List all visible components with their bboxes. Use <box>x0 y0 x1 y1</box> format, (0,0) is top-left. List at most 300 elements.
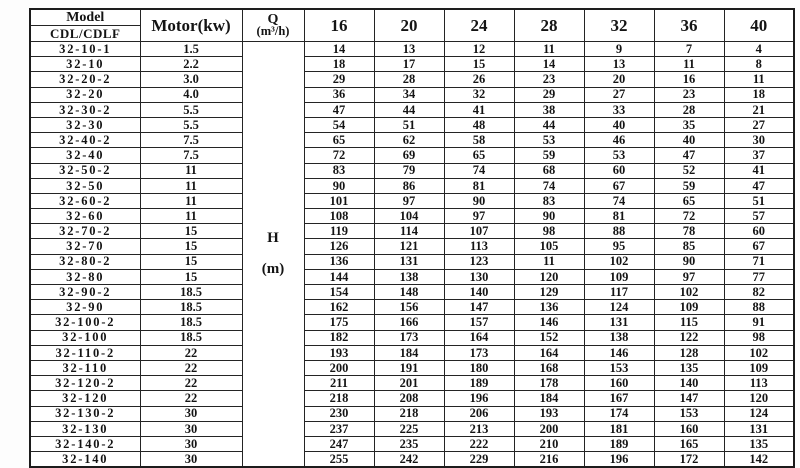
head-value-cell: 88 <box>724 300 794 315</box>
head-value-cell: 54 <box>304 117 374 132</box>
head-value-cell: 196 <box>584 452 654 468</box>
head-value-cell: 12 <box>444 42 514 57</box>
model-cell: 32-90 <box>30 300 140 315</box>
head-value-cell: 164 <box>514 345 584 360</box>
motor-power-cell: 15 <box>140 269 242 284</box>
head-symbol-label: H <box>267 230 279 247</box>
header-row <box>30 9 794 42</box>
head-value-cell: 82 <box>724 285 794 300</box>
head-value-cell: 140 <box>654 376 724 391</box>
head-value-cell: 108 <box>304 209 374 224</box>
head-value-cell: 235 <box>374 436 444 451</box>
head-value-cell: 181 <box>584 421 654 436</box>
flow-header-36: 36 <box>654 9 724 42</box>
head-value-cell: 180 <box>444 360 514 375</box>
head-value-cell: 131 <box>724 421 794 436</box>
model-column-header <box>30 9 140 42</box>
head-value-cell: 174 <box>584 406 654 421</box>
head-value-cell: 164 <box>444 330 514 345</box>
head-value-cell: 193 <box>514 406 584 421</box>
head-value-cell: 247 <box>304 436 374 451</box>
head-value-cell: 138 <box>374 269 444 284</box>
table-row <box>30 269 794 284</box>
head-value-cell: 173 <box>374 330 444 345</box>
motor-power-cell: 7.5 <box>140 148 242 163</box>
head-value-cell: 102 <box>654 285 724 300</box>
motor-power-cell: 15 <box>140 224 242 239</box>
head-value-cell: 29 <box>304 72 374 87</box>
table-row <box>30 193 794 208</box>
motor-power-cell: 22 <box>140 376 242 391</box>
table-header <box>30 9 794 42</box>
motor-power-cell: 30 <box>140 421 242 436</box>
head-value-cell: 121 <box>374 239 444 254</box>
head-unit-label: (m) <box>261 261 285 278</box>
motor-power-cell: 11 <box>140 193 242 208</box>
head-value-cell: 97 <box>374 193 444 208</box>
flow-header-24: 24 <box>444 9 514 42</box>
flow-unit-header <box>242 9 304 42</box>
head-value-cell: 166 <box>374 315 444 330</box>
head-value-cell: 28 <box>374 72 444 87</box>
table-row <box>30 436 794 451</box>
model-cell: 32-10 <box>30 57 140 72</box>
head-value-cell: 40 <box>654 133 724 148</box>
head-value-cell: 18 <box>304 57 374 72</box>
table-row <box>30 254 794 269</box>
head-value-cell: 97 <box>444 209 514 224</box>
head-value-cell: 230 <box>304 406 374 421</box>
model-cell: 32-100-2 <box>30 315 140 330</box>
head-value-cell: 67 <box>584 178 654 193</box>
head-value-cell: 90 <box>444 193 514 208</box>
head-value-cell: 81 <box>444 178 514 193</box>
head-value-cell: 38 <box>514 102 584 117</box>
head-value-cell: 27 <box>584 87 654 102</box>
table-row <box>30 315 794 330</box>
model-cell: 32-60 <box>30 209 140 224</box>
head-value-cell: 74 <box>584 193 654 208</box>
head-value-cell: 11 <box>724 72 794 87</box>
model-cell: 32-120-2 <box>30 376 140 391</box>
head-value-cell: 65 <box>304 133 374 148</box>
head-value-cell: 130 <box>444 269 514 284</box>
head-value-cell: 222 <box>444 436 514 451</box>
head-value-cell: 88 <box>584 224 654 239</box>
head-value-cell: 157 <box>444 315 514 330</box>
head-value-cell: 15 <box>444 57 514 72</box>
head-value-cell: 124 <box>724 406 794 421</box>
head-value-cell: 255 <box>304 452 374 468</box>
table-row <box>30 345 794 360</box>
head-value-cell: 152 <box>514 330 584 345</box>
head-value-cell: 225 <box>374 421 444 436</box>
head-value-cell: 126 <box>304 239 374 254</box>
head-value-cell: 30 <box>724 133 794 148</box>
head-value-cell: 135 <box>724 436 794 451</box>
head-value-cell: 34 <box>374 87 444 102</box>
head-value-cell: 153 <box>654 406 724 421</box>
head-value-cell: 91 <box>724 315 794 330</box>
head-value-cell: 41 <box>444 102 514 117</box>
head-value-cell: 122 <box>654 330 724 345</box>
head-value-cell: 189 <box>584 436 654 451</box>
head-value-cell: 154 <box>304 285 374 300</box>
head-value-cell: 120 <box>514 269 584 284</box>
head-value-cell: 168 <box>514 360 584 375</box>
head-value-cell: 59 <box>654 178 724 193</box>
table-body <box>30 42 794 468</box>
head-value-cell: 184 <box>374 345 444 360</box>
head-value-cell: 211 <box>304 376 374 391</box>
table-row <box>30 391 794 406</box>
motor-power-cell: 22 <box>140 391 242 406</box>
head-value-cell: 60 <box>584 163 654 178</box>
model-cell: 32-110 <box>30 360 140 375</box>
head-value-cell: 153 <box>584 360 654 375</box>
motor-power-cell: 4.0 <box>140 87 242 102</box>
head-value-cell: 13 <box>584 57 654 72</box>
head-value-cell: 52 <box>654 163 724 178</box>
motor-power-cell: 1.5 <box>140 42 242 57</box>
head-value-cell: 47 <box>654 148 724 163</box>
head-value-cell: 160 <box>584 376 654 391</box>
head-value-cell: 237 <box>304 421 374 436</box>
head-value-cell: 124 <box>584 300 654 315</box>
head-value-cell: 51 <box>724 193 794 208</box>
motor-power-cell: 18.5 <box>140 330 242 345</box>
head-value-cell: 107 <box>444 224 514 239</box>
head-value-cell: 23 <box>654 87 724 102</box>
head-value-cell: 53 <box>514 133 584 148</box>
motor-power-cell: 5.5 <box>140 117 242 132</box>
head-value-cell: 90 <box>514 209 584 224</box>
head-value-cell: 136 <box>304 254 374 269</box>
head-value-cell: 51 <box>374 117 444 132</box>
head-value-cell: 69 <box>374 148 444 163</box>
head-value-cell: 78 <box>654 224 724 239</box>
table-row <box>30 406 794 421</box>
head-value-cell: 210 <box>514 436 584 451</box>
motor-power-cell: 11 <box>140 163 242 178</box>
motor-power-cell: 30 <box>140 406 242 421</box>
model-cell: 32-110-2 <box>30 345 140 360</box>
model-cell: 32-10-1 <box>30 42 140 57</box>
head-value-cell: 33 <box>584 102 654 117</box>
head-value-cell: 109 <box>724 360 794 375</box>
motor-power-cell: 18.5 <box>140 300 242 315</box>
table-row <box>30 285 794 300</box>
head-value-cell: 37 <box>724 148 794 163</box>
head-value-cell: 156 <box>374 300 444 315</box>
motor-power-cell: 3.0 <box>140 72 242 87</box>
head-value-cell: 11 <box>514 254 584 269</box>
head-value-cell: 191 <box>374 360 444 375</box>
head-value-cell: 83 <box>304 163 374 178</box>
head-value-cell: 148 <box>374 285 444 300</box>
head-value-cell: 131 <box>374 254 444 269</box>
model-cell: 32-50-2 <box>30 163 140 178</box>
pump-performance-table <box>29 8 795 468</box>
head-value-cell: 173 <box>444 345 514 360</box>
head-value-cell: 229 <box>444 452 514 468</box>
head-value-cell: 115 <box>654 315 724 330</box>
head-value-cell: 242 <box>374 452 444 468</box>
motor-power-cell: 30 <box>140 452 242 468</box>
head-value-cell: 53 <box>584 148 654 163</box>
head-value-cell: 26 <box>444 72 514 87</box>
model-cell: 32-20-2 <box>30 72 140 87</box>
model-cell: 32-60-2 <box>30 193 140 208</box>
head-value-cell: 14 <box>514 57 584 72</box>
head-value-cell: 36 <box>304 87 374 102</box>
model-cell: 32-140 <box>30 452 140 468</box>
head-value-cell: 128 <box>654 345 724 360</box>
head-value-cell: 32 <box>444 87 514 102</box>
head-value-cell: 184 <box>514 391 584 406</box>
flow-header-40: 40 <box>724 9 794 42</box>
table-row <box>30 133 794 148</box>
model-cell: 32-80 <box>30 269 140 284</box>
head-value-cell: 138 <box>584 330 654 345</box>
motor-power-cell: 15 <box>140 239 242 254</box>
head-value-cell: 117 <box>584 285 654 300</box>
head-value-cell: 144 <box>304 269 374 284</box>
head-value-cell: 74 <box>514 178 584 193</box>
head-value-cell: 13 <box>374 42 444 57</box>
head-value-cell: 216 <box>514 452 584 468</box>
head-value-cell: 8 <box>724 57 794 72</box>
head-value-cell: 129 <box>514 285 584 300</box>
head-value-cell: 59 <box>514 148 584 163</box>
head-value-cell: 193 <box>304 345 374 360</box>
flow-header-16: 16 <box>304 9 374 42</box>
head-value-cell: 142 <box>724 452 794 468</box>
head-value-cell: 62 <box>374 133 444 148</box>
head-value-cell: 172 <box>654 452 724 468</box>
head-value-cell: 95 <box>584 239 654 254</box>
head-value-cell: 123 <box>444 254 514 269</box>
table-row <box>30 239 794 254</box>
model-cell: 32-30 <box>30 117 140 132</box>
head-value-cell: 67 <box>724 239 794 254</box>
head-value-cell: 20 <box>584 72 654 87</box>
head-value-cell: 40 <box>584 117 654 132</box>
motor-power-cell: 18.5 <box>140 285 242 300</box>
head-value-cell: 167 <box>584 391 654 406</box>
head-value-cell: 14 <box>304 42 374 57</box>
table-row <box>30 42 794 57</box>
head-value-cell: 136 <box>514 300 584 315</box>
model-label: Model <box>31 10 140 26</box>
head-value-cell: 189 <box>444 376 514 391</box>
motor-column-header: Motor(kw) <box>140 9 242 42</box>
table-row <box>30 209 794 224</box>
head-value-cell: 90 <box>304 178 374 193</box>
head-value-cell: 23 <box>514 72 584 87</box>
head-value-cell: 160 <box>654 421 724 436</box>
table-row <box>30 452 794 468</box>
head-value-cell: 105 <box>514 239 584 254</box>
head-value-cell: 48 <box>444 117 514 132</box>
motor-power-cell: 2.2 <box>140 57 242 72</box>
motor-power-cell: 7.5 <box>140 133 242 148</box>
head-value-cell: 65 <box>444 148 514 163</box>
head-value-cell: 200 <box>514 421 584 436</box>
motor-power-cell: 11 <box>140 209 242 224</box>
head-value-cell: 85 <box>654 239 724 254</box>
head-value-cell: 98 <box>514 224 584 239</box>
head-value-cell: 208 <box>374 391 444 406</box>
head-value-cell: 213 <box>444 421 514 436</box>
model-cell: 32-30-2 <box>30 102 140 117</box>
model-cell: 32-40-2 <box>30 133 140 148</box>
table-row <box>30 72 794 87</box>
head-value-cell: 162 <box>304 300 374 315</box>
head-value-cell: 79 <box>374 163 444 178</box>
head-value-cell: 65 <box>654 193 724 208</box>
model-cell: 32-130-2 <box>30 406 140 421</box>
head-value-cell: 182 <box>304 330 374 345</box>
head-value-cell: 60 <box>724 224 794 239</box>
head-value-cell: 165 <box>654 436 724 451</box>
flow-unit-label: (m³/h) <box>256 24 290 39</box>
table-row <box>30 376 794 391</box>
model-cell: 32-100 <box>30 330 140 345</box>
head-value-cell: 119 <box>304 224 374 239</box>
head-value-cell: 175 <box>304 315 374 330</box>
table-row <box>30 360 794 375</box>
head-value-cell: 29 <box>514 87 584 102</box>
table-row <box>30 224 794 239</box>
model-cell: 32-20 <box>30 87 140 102</box>
head-value-cell: 81 <box>584 209 654 224</box>
table-row <box>30 117 794 132</box>
head-value-cell: 21 <box>724 102 794 117</box>
head-value-cell: 135 <box>654 360 724 375</box>
head-value-cell: 101 <box>304 193 374 208</box>
head-value-cell: 114 <box>374 224 444 239</box>
series-label: CDL/CDLF <box>50 26 121 41</box>
head-value-cell: 44 <box>514 117 584 132</box>
head-value-cell: 11 <box>654 57 724 72</box>
flow-header-28: 28 <box>514 9 584 42</box>
table-row <box>30 163 794 178</box>
model-cell: 32-50 <box>30 178 140 193</box>
head-value-cell: 146 <box>514 315 584 330</box>
head-value-cell: 44 <box>374 102 444 117</box>
head-value-cell: 196 <box>444 391 514 406</box>
head-value-cell: 140 <box>444 285 514 300</box>
head-value-cell: 102 <box>584 254 654 269</box>
head-value-cell: 57 <box>724 209 794 224</box>
head-value-cell: 47 <box>304 102 374 117</box>
table-row <box>30 330 794 345</box>
head-value-cell: 17 <box>374 57 444 72</box>
head-value-cell: 201 <box>374 376 444 391</box>
motor-power-cell: 22 <box>140 360 242 375</box>
flow-symbol-label: Q <box>267 12 279 28</box>
head-value-cell: 86 <box>374 178 444 193</box>
head-value-cell: 200 <box>304 360 374 375</box>
head-value-cell: 113 <box>444 239 514 254</box>
head-value-cell: 131 <box>584 315 654 330</box>
model-cell: 32-90-2 <box>30 285 140 300</box>
head-value-cell: 120 <box>724 391 794 406</box>
head-value-cell: 58 <box>444 133 514 148</box>
head-value-cell: 9 <box>584 42 654 57</box>
head-value-cell: 102 <box>724 345 794 360</box>
table-row <box>30 178 794 193</box>
head-value-cell: 18 <box>724 87 794 102</box>
head-value-cell: 178 <box>514 376 584 391</box>
head-value-cell: 147 <box>444 300 514 315</box>
model-cell: 32-140-2 <box>30 436 140 451</box>
motor-power-cell: 18.5 <box>140 315 242 330</box>
table-row <box>30 102 794 117</box>
head-value-cell: 206 <box>444 406 514 421</box>
head-unit-cell <box>242 42 304 468</box>
head-value-cell: 98 <box>724 330 794 345</box>
motor-power-cell: 11 <box>140 178 242 193</box>
model-cell: 32-70 <box>30 239 140 254</box>
model-cell: 32-80-2 <box>30 254 140 269</box>
table-row <box>30 87 794 102</box>
head-value-cell: 35 <box>654 117 724 132</box>
table-row <box>30 148 794 163</box>
flow-header-20: 20 <box>374 9 444 42</box>
model-cell: 32-40 <box>30 148 140 163</box>
head-value-cell: 72 <box>304 148 374 163</box>
head-value-cell: 218 <box>374 406 444 421</box>
head-value-cell: 147 <box>654 391 724 406</box>
head-value-cell: 109 <box>654 300 724 315</box>
head-value-cell: 113 <box>724 376 794 391</box>
table-row <box>30 57 794 72</box>
head-value-cell: 16 <box>654 72 724 87</box>
head-value-cell: 46 <box>584 133 654 148</box>
head-value-cell: 68 <box>514 163 584 178</box>
head-value-cell: 27 <box>724 117 794 132</box>
model-cell: 32-130 <box>30 421 140 436</box>
head-value-cell: 97 <box>654 269 724 284</box>
head-value-cell: 41 <box>724 163 794 178</box>
model-cell: 32-120 <box>30 391 140 406</box>
head-value-cell: 71 <box>724 254 794 269</box>
motor-power-cell: 5.5 <box>140 102 242 117</box>
head-value-cell: 83 <box>514 193 584 208</box>
head-value-cell: 72 <box>654 209 724 224</box>
head-value-cell: 4 <box>724 42 794 57</box>
head-value-cell: 218 <box>304 391 374 406</box>
model-cell: 32-70-2 <box>30 224 140 239</box>
motor-power-cell: 15 <box>140 254 242 269</box>
motor-power-cell: 30 <box>140 436 242 451</box>
head-value-cell: 7 <box>654 42 724 57</box>
head-value-cell: 11 <box>514 42 584 57</box>
head-value-cell: 104 <box>374 209 444 224</box>
table-row <box>30 300 794 315</box>
head-value-cell: 47 <box>724 178 794 193</box>
head-value-cell: 146 <box>584 345 654 360</box>
table-row <box>30 421 794 436</box>
head-value-cell: 90 <box>654 254 724 269</box>
head-value-cell: 77 <box>724 269 794 284</box>
flow-header-32: 32 <box>584 9 654 42</box>
motor-power-cell: 22 <box>140 345 242 360</box>
head-value-cell: 109 <box>584 269 654 284</box>
head-value-cell: 74 <box>444 163 514 178</box>
